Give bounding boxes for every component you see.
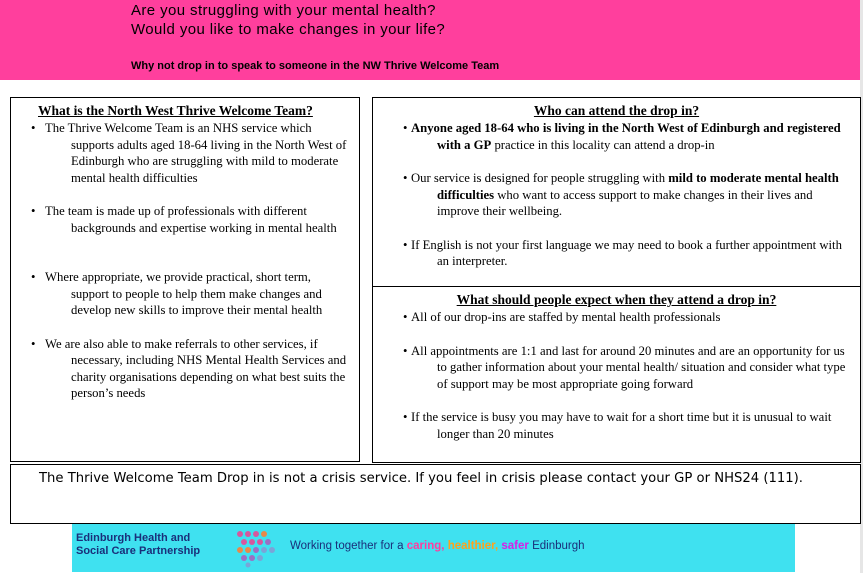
who-can-attend-panel [372,97,861,287]
who-can-attend-list [403,120,846,270]
bullet-icon: • [403,343,408,358]
list-item: • All of our drop-ins are staffed by mental health professionals [403,310,721,324]
crisis-notice-text: The Thrive Welcome Team Drop in is not a crisis service. If you feel in crisis please contact your GP or NHS24 (111). [39,471,803,486]
who-can-attend-heading: Who can attend the drop in? [533,103,700,118]
bullet-icon: • [403,121,408,135]
partnership-tagline: Working together for a caring, healthier, safer Edinburgh [290,540,585,552]
crisis-notice [10,464,861,524]
about-team-heading: What is the North West Thrive Welcome Team? [38,103,313,118]
banner-invitation: Why not drop in to speak to someone in the NW Thrive Welcome Team [131,60,500,72]
list-item: • All appointments are 1:1 and last for around 20 minutes and are an opportunity for us to gather information about your mental health/ situation and consider what type of support may be most appropriate going forward [403,343,846,391]
what-to-expect-list [403,309,846,442]
partnership-logo [76,532,200,558]
list-item: • Our service is designed for people struggling with mild to moderate mental health difficulties who want to access support to make changes in their lives and improve their wellbeing. [403,171,839,218]
list-item: • If English is not your first language we may need to book a further appointment with an interpreter. [403,237,842,268]
list-item: • Anyone aged 18-64 who is living in the North West of Edinburgh and registered with a GP practice in this locality can attend a drop-in [403,121,841,152]
list-item: • We are also able to make referrals to other services, if necessary, including NHS Mental Health Services and charity organisations depending on what best suits the person’s needs [31,336,347,400]
about-team-panel [10,97,360,462]
partnership-footer [72,524,795,572]
banner-question-2: Would you like to make changes in your life? [131,21,446,38]
bullet-icon: • [403,237,408,252]
bullet-icon: • [403,310,408,324]
list-item: • If the service is busy you may have to wait for a short time but it is unusual to wait longer than 20 minutes [403,410,832,441]
banner-question-1: Are you struggling with your mental health? [131,2,436,19]
logo-line-1: Edinburgh Health and [76,532,191,544]
bullet-icon: • [403,410,408,424]
what-to-expect-panel [372,286,861,463]
bullet-icon: • [403,171,408,185]
logo-line-2: Social Care Partnership [76,545,201,557]
list-item: • Where appropriate, we provide practical, short term, support to people to help them make changes and develop new skills to improve their mental health [31,270,323,317]
list-item: • The team is made up of professionals with different backgrounds and expertise working in mental health [31,204,337,235]
about-team-list [31,120,349,402]
what-to-expect-heading: What should people expect when they attend a drop in? [456,292,777,307]
partnership-logo-dots-icon [234,528,278,568]
header-banner [0,0,860,80]
list-item: • The Thrive Welcome Team is an NHS service which supports adults aged 18-64 living in the North West of Edinburgh who are struggling with mild to moderate mental health difficulties [31,121,347,185]
